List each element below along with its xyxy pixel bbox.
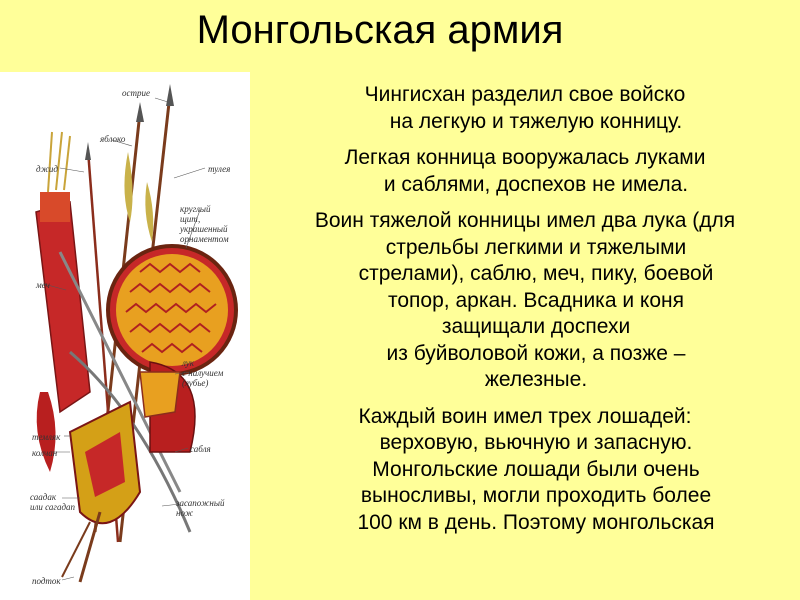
p4-line-2: верховую, вьючную и запасную. xyxy=(379,431,693,454)
label-mech: меч xyxy=(36,280,50,290)
weapons-illustration xyxy=(0,72,250,600)
paragraph-1 xyxy=(252,82,798,135)
bow-case-ornament xyxy=(140,372,180,417)
body-text xyxy=(252,82,798,546)
p4-line-4: выносливы, могли проходить более xyxy=(360,484,712,507)
label-nozh-1: засапожный xyxy=(176,498,225,508)
slide-title: Монгольская армия xyxy=(196,8,564,52)
p3-line-7: железные. xyxy=(484,368,588,391)
label-kolchan: колчан xyxy=(32,448,58,458)
label-saadak-2: или сагадап xyxy=(30,502,75,512)
label-temlyak: темляк xyxy=(32,432,61,442)
paragraph-4 xyxy=(252,404,798,537)
p2-line-2: и саблями, доспехов не имела. xyxy=(383,172,689,196)
paragraph-3 xyxy=(252,208,798,394)
label-sablya: сабля xyxy=(190,444,211,454)
shield-inner xyxy=(116,254,228,366)
p4-line-1: Каждый воин имел трех лошадей: xyxy=(358,404,692,428)
p4-line-3: Монгольские лошади были очень xyxy=(372,457,700,481)
label-yabloko: яблоко xyxy=(100,134,126,144)
p3-line-5: защищали доспехи xyxy=(441,315,631,338)
p3-line-1: Воин тяжелой конницы имел два лука (для xyxy=(314,209,736,232)
p3-line-6: из буйволовой кожи, а позже – xyxy=(386,341,686,365)
label-shield-1: круглый xyxy=(180,204,211,214)
label-podtok: подток xyxy=(32,576,61,586)
p1-line-1: Чингисхан разделил свое войско xyxy=(364,83,686,106)
p2-line-1: Легкая конница вооружалась луками xyxy=(344,146,706,169)
label-luk-3: (лубье) xyxy=(182,378,209,388)
spear-tip-2 xyxy=(136,102,144,122)
label-luk-2: с налучием xyxy=(182,368,224,378)
label-ostrie: острие xyxy=(122,88,150,98)
paragraph-2 xyxy=(252,145,798,198)
label-shield-2: щит, xyxy=(180,214,201,224)
label-luk-1: лук xyxy=(182,358,195,368)
weapons-drawing xyxy=(0,72,250,600)
tassel-2 xyxy=(145,182,153,242)
p4-line-5: 100 км в день. Поэтому монгольская xyxy=(357,510,715,534)
p3-line-2: стрельбы легкими и тяжелыми xyxy=(385,235,687,259)
tassel xyxy=(124,152,132,222)
label-nozh-2: нож xyxy=(176,508,194,518)
quiver xyxy=(36,202,90,412)
javelin-tip xyxy=(85,142,91,160)
spear-tip xyxy=(166,84,174,106)
p3-line-4: топор, аркан. Всадника и коня xyxy=(388,288,684,312)
label-shield-3: украшенный xyxy=(180,224,228,234)
quiver-top xyxy=(40,192,70,222)
p1-line-2: на легкую и тяжелую конницу. xyxy=(389,109,683,133)
label-tulea: тулея xyxy=(208,164,231,174)
label-dzhid: джид xyxy=(36,164,58,174)
label-shield-4: орнаментом xyxy=(180,234,229,244)
p3-line-3: стрелами), саблю, меч, пику, боевой xyxy=(358,262,714,285)
label-saadak-1: саадак xyxy=(30,492,57,502)
